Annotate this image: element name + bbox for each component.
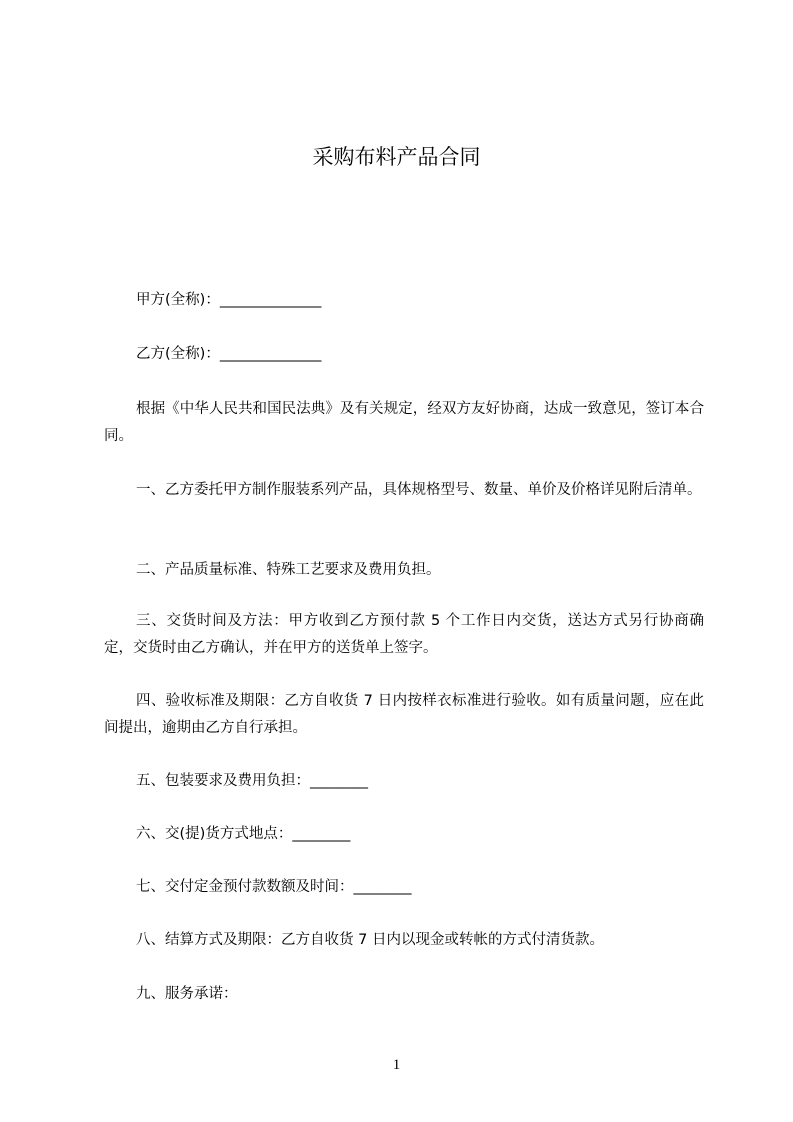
clause-6: 六、交(提)货方式地点：________: [136, 826, 351, 842]
clause-8: 八、结算方式及期限：乙方自收货 7 日内以现金或转帐的方式付清货款。: [136, 932, 604, 948]
party-b-line: 乙方(全称)：______________: [136, 346, 322, 362]
clause-4: 四、验收标准及期限：乙方自收货 7 日内按样衣标准进行验收。如有质量问题，应在此间提出，逾期由乙方自行承担。: [104, 693, 704, 736]
party-a-line: 甲方(全称)：______________: [136, 292, 322, 308]
clause-7: 七、交付定金预付款数额及时间：________: [136, 879, 412, 895]
document-title: 采购布料产品合同: [312, 145, 481, 169]
clause-3: 三、交货时间及方法：甲方收到乙方预付款 5 个工作日内交货，送达方式另行协商确定，交货时由乙方确认，并在甲方的送货单上签字。: [104, 613, 704, 656]
clause-1: 一、乙方委托甲方制作服装系列产品，具体规格型号、数量、单价及价格详见附后清单。: [136, 482, 702, 498]
clause-9: 九、服务承诺：: [136, 986, 238, 1002]
clause-2: 二、产品质量标准、特殊工艺要求及费用负担。: [136, 562, 441, 578]
clause-5: 五、包装要求及费用负担：________: [136, 773, 368, 789]
preamble-paragraph: 根据《中华人民共和国民法典》及有关规定，经双方友好协商，达成一致意见，签订本合同。: [104, 401, 704, 444]
page-number: 1: [392, 1057, 401, 1073]
